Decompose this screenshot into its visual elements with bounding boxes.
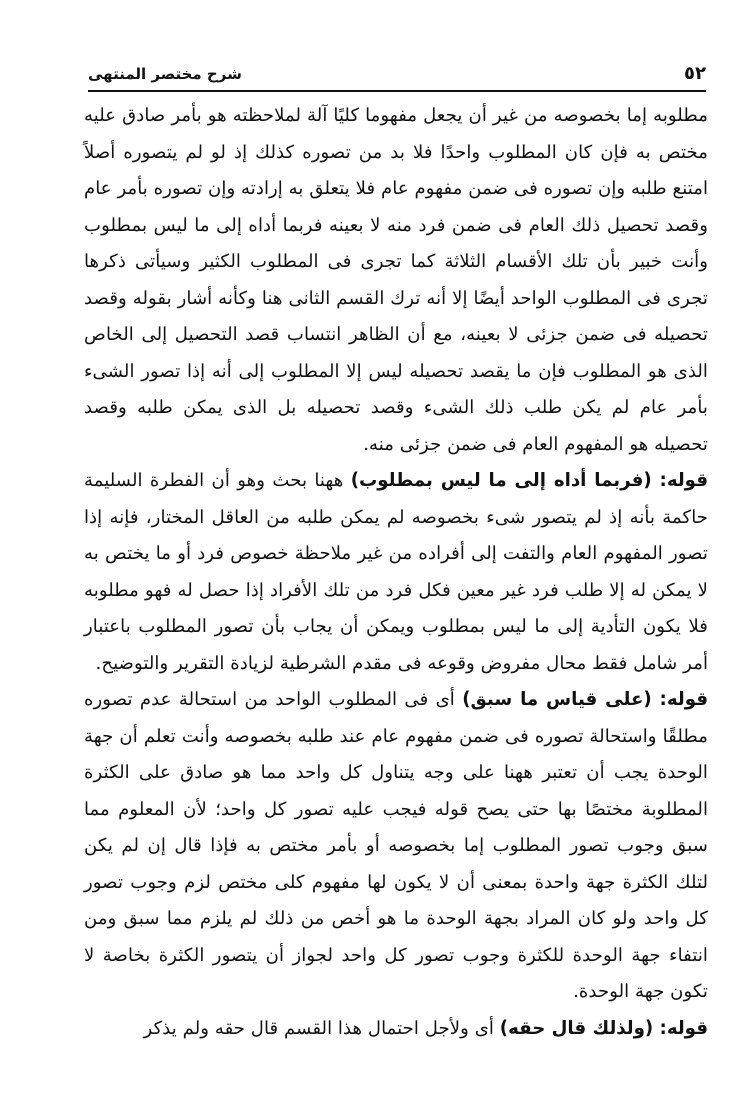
paragraph-1 (84, 98, 708, 463)
lemma-heading: قوله: (فربما أداه إلى ما ليس بمطلوب) (350, 470, 708, 491)
paragraph-3 (84, 682, 708, 1011)
paragraph-text: مطلوبه إما بخصوصه من غير أن يجعل مفهوما كليًا آلة لملاحظته هو بأمر صادق عليه مختص به فإن كان المطلوب واحدًا فلا بد من تصوره كذلك إذ لو لم يتصوره أصلاً امتنع طلبه وإن تصوره فى ضمن مفهوم عام فلا يتعلق به إرادته وإن تصوره بأمر عام وقصد تحصيل ذلك العام فى ضمن فرد منه لا بعينه فربما أداه إلى ما ليس بمطلوب وأنت خبير بأن تلك الأقسام الثلاثة كما تجرى فى المطلوب الكثير وسيأتى ذكرها تجرى فى المطلوب الواحد أيضًا إلا أنه ترك القسم الثانى هنا وكأنه أشار بقوله وقصد تحصيله فى ضمن جزئى لا بعينه، مع أن الظاهر انتساب قصد التحصيل إلى الخاص الذى هو المطلوب فإن ما يقصد تحصيله ليس إلا المطلوب إلى أنه إذا تصور الشىء بأمر عام لم يكن طلب ذلك الشىء وقصد تحصيله بل الذى يمكن طلبه وقصد تحصيله هو المفهوم العام فى ضمن جزئى منه. (84, 105, 708, 455)
paragraph-text: أى فى المطلوب الواحد من استحالة عدم تصوره مطلقًا واستحالة تصوره فى ضمن مفهوم عام عند طلبه بخصوصه وأنت تعلم أن جهة الوحدة يجب أن تعتبر ههنا على وجه يتناول كل واحد مما هو صادق على الكثرة المطلوبة مختصًا بها حتى يصح قوله فيجب عليه تصور كل واحد؛ لأن المعلوم مما سبق وجوب تصور المطلوب إما بخصوصه أو بأمر مختص به فإذا قال إن لم يكن لتلك الكثرة جهة واحدة بمعنى أن لا يكون لها مفهوم كلى مختص لزم وجوب تصور كل واحد ولو كان المراد بجهة الوحدة ما هو أخص من ذلك لم يلزم مما سبق ومن انتفاء جهة الوحدة للكثرة وجوب تصور كل واحد لجواز أن يتصور الكثرة بخاصة لا تكون جهة الوحدة. (84, 689, 708, 1002)
running-header (88, 56, 706, 92)
book-title: شرح مختصر المنتهى (88, 65, 242, 83)
paragraph-text: ههنا بحث وهو أن الفطرة السليمة حاكمة بأنه إذ لم يتصور شىء بخصوصه لم يمكن طلبه من العاقل المختار، فإنه إذا تصور المفهوم العام والتفت إلى أفراده من غير ملاحظة خصوص فرد أو ما يختص به لا يمكن له إلا طلب فرد غير معين فكل فرد من تلك الأفراد إذا حصل له فهو مطلوبه فلا يكون التأدية إلى ما ليس بمطلوب ويمكن أن يجاب بأن تصور المطلوب باعتبار أمر شامل فقط محال مفروض وقوعه فى مقدم الشرطية لزيادة التقرير والتوضيح. (84, 470, 708, 674)
page-number: ٥٢ (684, 63, 706, 84)
paragraph-4 (84, 1011, 708, 1048)
commentary-text (84, 98, 708, 1047)
lemma-heading: قوله: (على قياس ما سبق) (462, 689, 709, 710)
paragraph-2 (84, 463, 708, 682)
paragraph-text: أى ولأجل احتمال هذا القسم قال حقه ولم يذكر (143, 1017, 500, 1039)
lemma-heading: قوله: (ولذلك قال حقه) (499, 1017, 708, 1039)
